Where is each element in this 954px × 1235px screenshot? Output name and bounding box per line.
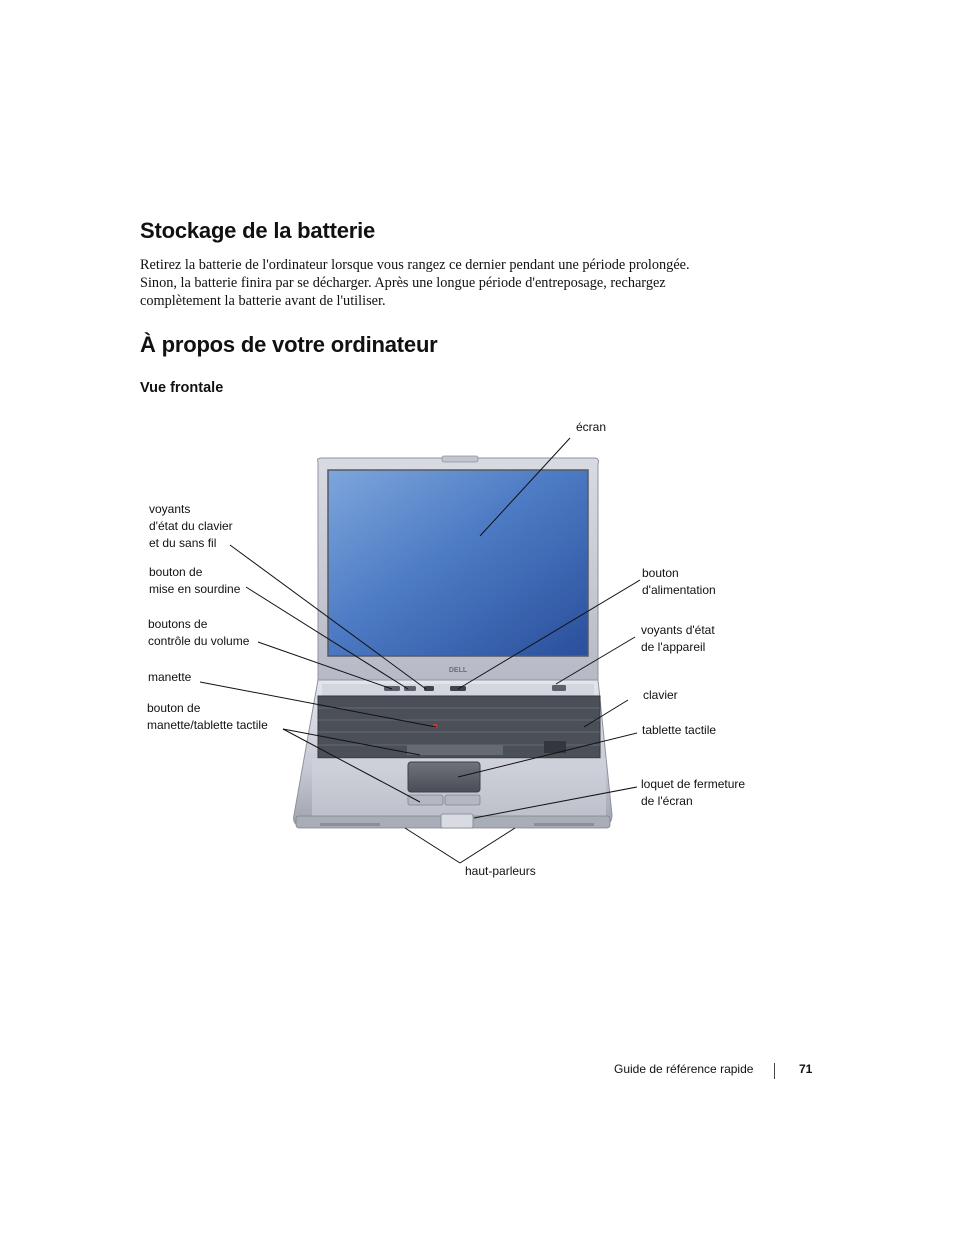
touchpad-right-button: [445, 795, 480, 805]
callout-mute-button: [149, 564, 240, 598]
paragraph-line: Sinon, la batterie finira par se décharger. Après une longue période d'entreposage, rechargez: [140, 275, 666, 291]
footer-separator: [774, 1063, 775, 1079]
device-status-lights: [552, 685, 566, 691]
subheading-front-view: Vue frontale: [140, 380, 224, 396]
callout-line: mise en sourdine: [149, 582, 241, 596]
callout-line: écran: [576, 420, 607, 434]
section-heading-battery-storage: Stockage de la batterie: [140, 218, 376, 243]
callout-line: tablette tactile: [642, 723, 717, 737]
paragraph-line: complètement la batterie avant de l'utiliser.: [140, 293, 386, 309]
callout-line: bouton de: [147, 701, 201, 715]
callout-keyboard-status-lights: [149, 501, 233, 552]
mute-button: [404, 686, 416, 691]
callout-display: [576, 419, 606, 436]
callout-device-status-lights: [641, 622, 715, 656]
callout-line: bouton de: [149, 565, 203, 579]
callout-display-latch: [641, 776, 745, 810]
callout-line: d'état du clavier: [149, 519, 233, 533]
touchpad: [408, 762, 480, 792]
touchpad-left-button: [408, 795, 443, 805]
callout-line: d'alimentation: [642, 583, 716, 597]
callout-line: de l'appareil: [641, 640, 706, 654]
callout-line: voyants d'état: [641, 623, 715, 637]
callout-line: loquet de fermeture: [641, 777, 746, 791]
laptop-lid: [318, 456, 599, 680]
callout-line: et du sans fil: [149, 536, 217, 550]
callout-volume-buttons: [148, 616, 249, 650]
dell-logo: DELL: [448, 667, 468, 674]
callout-line: haut-parleurs: [465, 864, 536, 878]
section-heading-about-computer: À propos de votre ordinateur: [140, 332, 438, 357]
callout-line: manette: [148, 670, 192, 684]
callout-line: bouton: [642, 566, 679, 580]
callout-touchpad: [642, 722, 716, 739]
callout-line: manette/tablette tactile: [147, 718, 268, 732]
callout-line: clavier: [643, 688, 678, 702]
callout-line: contrôle du volume: [148, 634, 250, 648]
footer-guide-title: Guide de référence rapide: [614, 1062, 754, 1076]
callout-speakers: [465, 863, 536, 880]
callout-power-button: [642, 565, 716, 599]
callout-pointing-stick: [148, 669, 191, 686]
screen: [328, 470, 588, 656]
callout-keyboard: [643, 687, 678, 704]
paragraph-line: Retirez la batterie de l'ordinateur lorsque vous rangez ce dernier pendant une période prolongée.: [140, 257, 690, 273]
callout-line: de l'écran: [641, 794, 693, 808]
page-number: 71: [799, 1062, 813, 1076]
laptop-base: [294, 680, 612, 828]
callout-touchpad-buttons: [147, 700, 268, 734]
callout-line: voyants: [149, 502, 191, 516]
callout-line: boutons de: [148, 617, 208, 631]
display-latch: [441, 814, 473, 828]
